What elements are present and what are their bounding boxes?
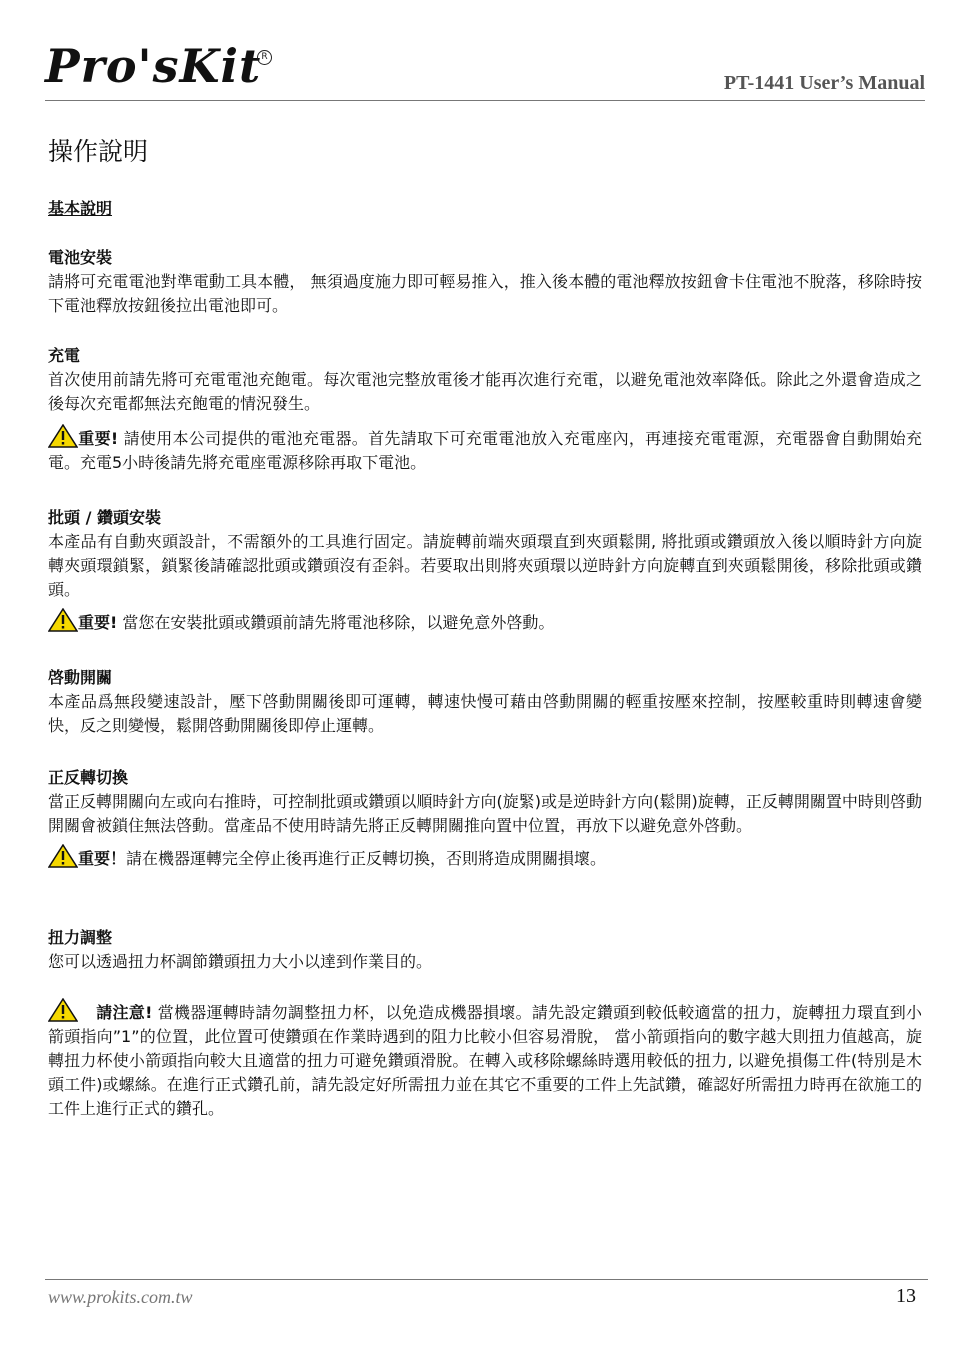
warning-note — [48, 844, 922, 871]
warning-text: 請在機器運轉完全停止後再進行正反轉切換，否則將造成開關損壞。 — [126, 849, 607, 868]
section-text: 本產品有自動夾頭設計，不需額外的工具進行固定。請旋轉前端夾頭環直到夾頭鬆開, 將批頭或鑽頭放入後以順時針方向旋轉夾頭環鎖緊，鎖緊後請確認批頭或鑽頭沒有歪斜。若要取出則將夾頭環以逆時針方向旋轉直到夾頭鬆開後，移除批頭或鑽頭。 — [48, 532, 922, 599]
page-header — [45, 38, 925, 102]
page-number: 13 — [896, 1285, 916, 1307]
warning-label: 重要! — [78, 613, 118, 632]
footer-divider — [45, 1279, 928, 1280]
header-divider — [45, 100, 925, 101]
page-title: 操作說明 — [48, 137, 149, 166]
section-battery — [48, 246, 922, 318]
warning-icon — [48, 424, 78, 448]
section-heading: 扭力調整 — [48, 928, 113, 947]
page-content — [48, 134, 922, 1118]
section-heading: 充電 — [48, 346, 81, 365]
warning-text: 當您在安裝批頭或鑽頭前請先將電池移除，以避免意外啓動。 — [117, 613, 555, 632]
section-text: 本產品爲無段變速設計，壓下啓動開關後即可運轉，轉速快慢可藉由啓動開關的輕重按壓來控制，按壓較重時則轉速會變快，反之則變慢，鬆開啓動開關後即停止運轉。 — [48, 692, 922, 735]
section-text: 當正反轉開關向左或向右推時，可控制批頭或鑽頭以順時針方向(旋緊)或是逆時針方向(鬆開)旋轉，正反轉開關置中時則啓動開關會被鎖住無法啓動。當產品不使用時請先將正反轉開關推向置中位置，再放下以避免意外啓動。 — [48, 792, 922, 835]
warning-icon — [48, 608, 78, 632]
brand-logo — [45, 38, 261, 94]
warning-icon — [48, 844, 78, 868]
warning-icon — [48, 998, 78, 1022]
section-heading: 批頭 / 鑽頭安裝 — [48, 508, 161, 527]
section-heading: 電池安裝 — [48, 248, 113, 267]
section-reverse-switch — [48, 766, 922, 871]
section-torque — [48, 926, 922, 1121]
basic-heading: 基本說明 — [48, 199, 113, 218]
section-heading: 正反轉切換 — [48, 768, 129, 787]
footer-website: www.prokits.com.tw — [48, 1287, 193, 1307]
section-text: 首次使用前請先將可充電電池充飽電。每次電池完整放電後才能再次進行充電，以避免電池效率降低。除此之外還會造成之後每次充電都無法充飽電的情況發生。 — [48, 370, 922, 413]
warning-note — [48, 608, 922, 635]
section-bit-install — [48, 506, 922, 635]
logo-text: Pro'sKit — [45, 39, 262, 93]
manual-title: PT-1441 User’s Manual — [723, 72, 925, 94]
section-trigger-switch — [48, 666, 922, 738]
section-charging — [48, 344, 922, 475]
registered-mark: R — [257, 50, 272, 65]
warning-label: 重要！ — [78, 849, 127, 868]
section-text: 您可以透過扭力杯調節鑽頭扭力大小以達到作業目的。 — [48, 952, 433, 971]
warning-note — [48, 424, 922, 475]
caution-note — [48, 998, 922, 1121]
section-heading: 啓動開關 — [48, 668, 113, 687]
warning-text: 請使用本公司提供的電池充電器。首先請取下可充電電池放入充電座內，再連接充電電源，充電器會自動開始充電。充電5小時後請先將充電座電源移除再取下電池。 — [48, 429, 922, 472]
warning-label: 重要! — [78, 429, 119, 448]
section-text: 請將可充電電池對準電動工具本體， 無須過度施力即可輕易推入，推入後本體的電池釋放按鈕會卡住電池不脫落，移除時按下電池釋放按鈕後拉出電池即可。 — [48, 272, 922, 315]
caution-text: 當機器運轉時請勿調整扭力杯，以免造成機器損壞。請先設定鑽頭到較低較適當的扭力，旋轉扭力環直到小箭頭指向”1”的位置，此位置可使鑽頭在作業時遇到的阻力比較小但容易滑脫， 當小箭頭指向的數字越大則扭力值越高，旋轉扭力杯使小箭頭指向較大且適當的扭力可避免鑽頭滑脫。在轉入或移除螺絲時選用較低的扭力, 以避免損傷工件(特別是木頭工件)或螺絲。在進行正式鑽孔前，請先設定好所需扭力並在其它不重要的工件上先試鑽，確認好所需扭力時再在欲施工的工件上進行正式的鑽孔。 — [48, 1003, 922, 1118]
caution-label: 請注意! — [96, 1003, 153, 1022]
